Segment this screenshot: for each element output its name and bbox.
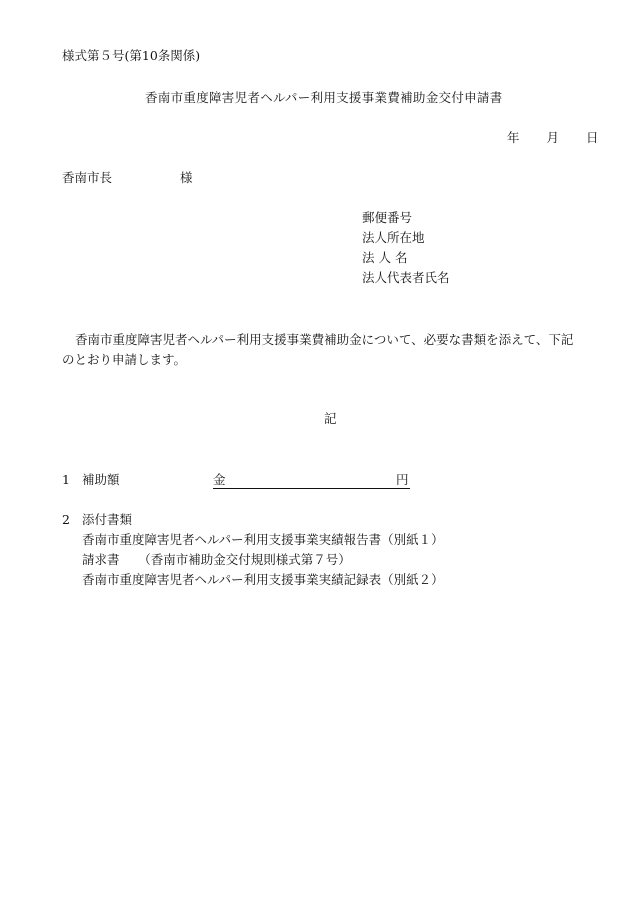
date-line xyxy=(507,132,599,145)
body-text-line2: のとおり申請します。 xyxy=(62,352,187,367)
addressee-honorific: 様 xyxy=(180,170,193,185)
date-month: 月 xyxy=(546,130,560,145)
addressee-name: 香南市長 xyxy=(62,170,113,185)
body-text-line1: 香南市重度障害児者ヘルパー利用支援事業費補助金について、必要な書類を添えて、下記 xyxy=(75,332,574,347)
item1-number: 1 xyxy=(62,472,70,487)
form-number: 様式第５号(第10条関係) xyxy=(62,48,201,63)
postal-code-label: 郵便番号 xyxy=(362,210,413,225)
corp-name-label: 法 人 名 xyxy=(362,250,408,265)
attached-doc-3: 香南市重度障害児者ヘルパー利用支援事業実績記録表（別紙２） xyxy=(82,572,444,587)
attached-doc-1: 香南市重度障害児者ヘルパー利用支援事業実績報告書（別紙１） xyxy=(82,532,444,547)
ki-heading: 記 xyxy=(324,411,337,426)
date-day: 日 xyxy=(586,130,599,145)
address-label: 法人所在地 xyxy=(362,230,425,245)
amount-prefix: 金 xyxy=(213,472,226,487)
representative-label: 法人代表者氏名 xyxy=(362,270,450,285)
attached-doc-2: 請求書 （香南市補助金交付規則様式第７号） xyxy=(82,552,351,567)
item1-label: 補助額 xyxy=(82,472,120,487)
amount-suffix: 円 xyxy=(396,472,409,487)
item2-label: 添付書類 xyxy=(82,512,133,527)
item2-number: 2 xyxy=(62,512,70,527)
document-title: 香南市重度障害児者ヘルパー利用支援事業費補助金交付申請書 xyxy=(145,90,503,105)
date-year: 年 xyxy=(507,130,520,145)
amount-underline xyxy=(213,488,410,489)
